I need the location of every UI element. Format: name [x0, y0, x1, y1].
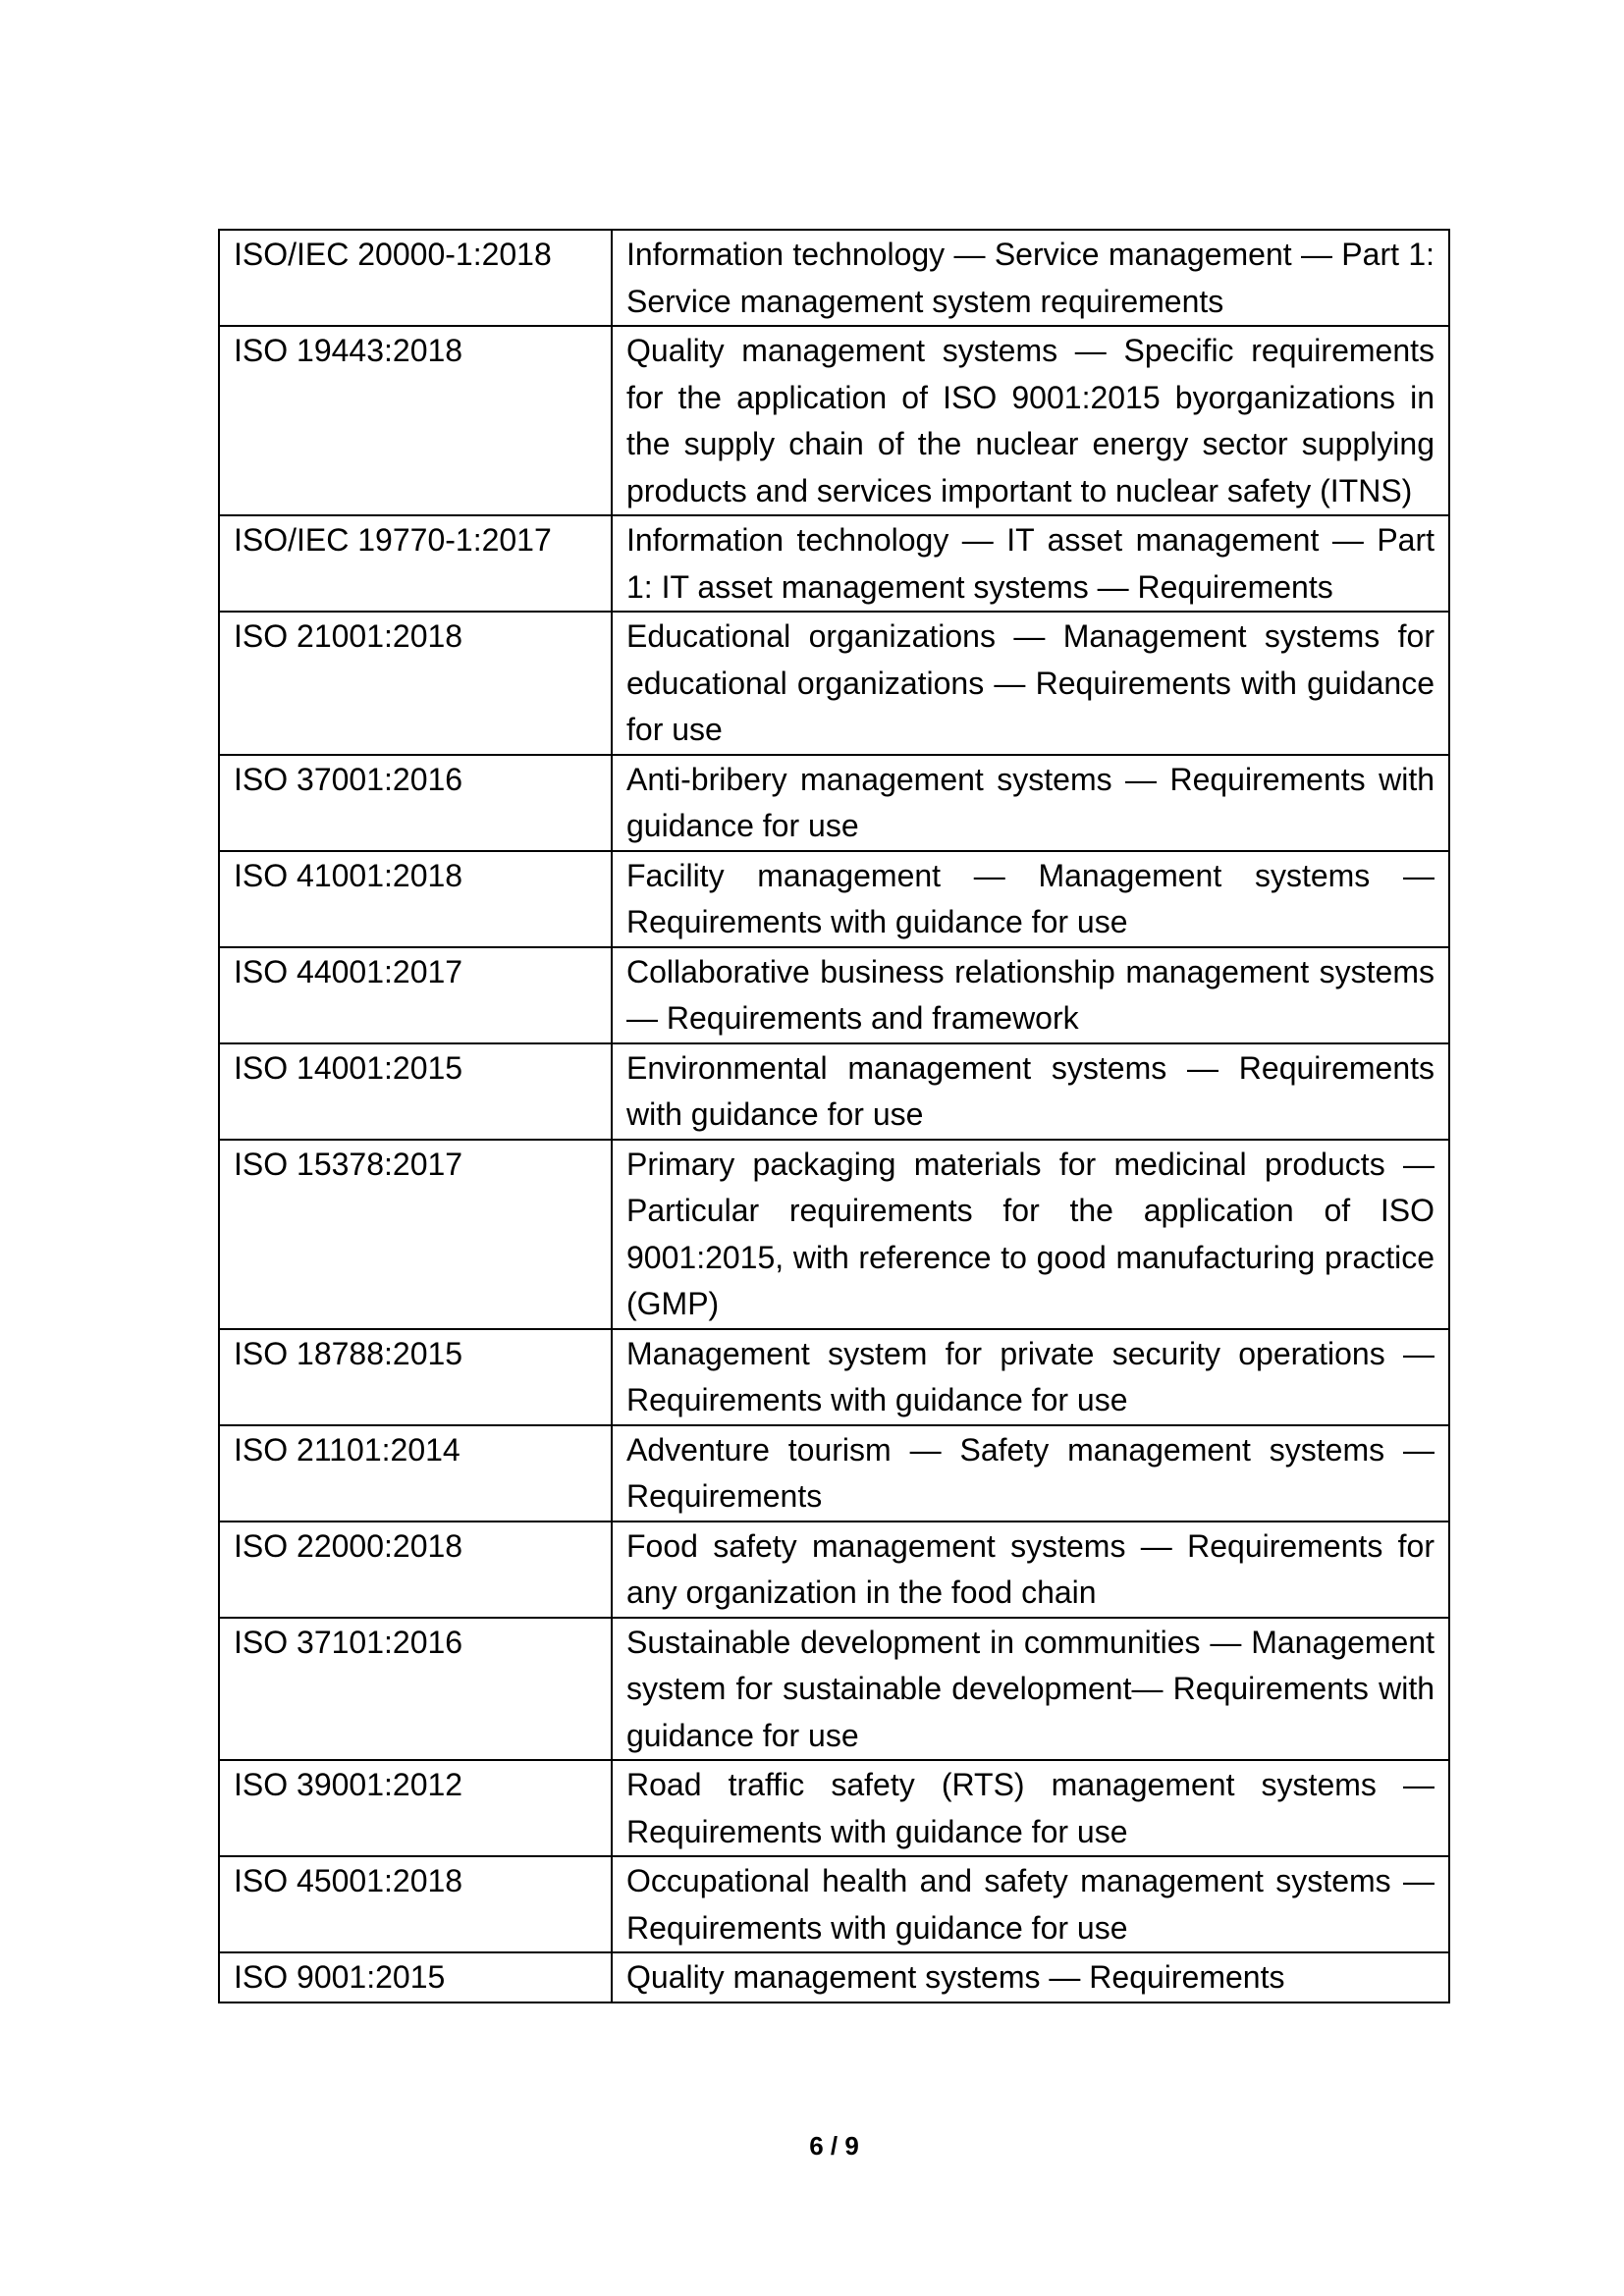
- standard-description: Quality management systems — Specific requirements for the application of ISO 9001:2015 byorganizations in the supply chain of the nuclear energy sector supplying products and services important to nuclear safety (ITNS): [612, 326, 1449, 515]
- standard-description: Road traffic safety (RTS) management systems — Requirements with guidance for use: [612, 1760, 1449, 1856]
- standard-code: ISO 44001:2017: [219, 947, 612, 1043]
- standard-code: ISO 18788:2015: [219, 1329, 612, 1425]
- standard-code: ISO 21101:2014: [219, 1425, 612, 1522]
- standard-code: ISO 45001:2018: [219, 1856, 612, 1952]
- standard-code: ISO 14001:2015: [219, 1043, 612, 1140]
- table-row: [219, 1952, 1449, 2002]
- table-row: [219, 326, 1449, 515]
- table-row: [219, 1618, 1449, 1761]
- standard-code: ISO 21001:2018: [219, 612, 612, 755]
- standard-description: Adventure tourism — Safety management systems — Requirements: [612, 1425, 1449, 1522]
- standard-description: Primary packaging materials for medicinal products — Particular requirements for the application of ISO 9001:2015, with reference to good manufacturing practice (GMP): [612, 1140, 1449, 1329]
- standard-description: Facility management — Management systems — Requirements with guidance for use: [612, 851, 1449, 947]
- table-row: [219, 1140, 1449, 1329]
- standard-description: Anti-bribery management systems — Requirements with guidance for use: [612, 755, 1449, 851]
- standard-code: ISO 9001:2015: [219, 1952, 612, 2002]
- standard-code: ISO/IEC 19770-1:2017: [219, 515, 612, 612]
- standard-code: ISO 19443:2018: [219, 326, 612, 515]
- standard-description: Information technology — IT asset management — Part 1: IT asset management systems — Requirements: [612, 515, 1449, 612]
- table-row: [219, 1856, 1449, 1952]
- standard-description: Occupational health and safety management systems — Requirements with guidance for use: [612, 1856, 1449, 1952]
- standard-code: ISO 39001:2012: [219, 1760, 612, 1856]
- standard-description: Sustainable development in communities — Management system for sustainable development— Requirements with guidance for use: [612, 1618, 1449, 1761]
- table-row: [219, 851, 1449, 947]
- standard-description: Educational organizations — Management systems for educational organizations — Requirements with guidance for use: [612, 612, 1449, 755]
- page-number: 6 / 9: [809, 2131, 859, 2161]
- standard-description: Food safety management systems — Requirements for any organization in the food chain: [612, 1522, 1449, 1618]
- table-row: [219, 1522, 1449, 1618]
- standard-code: ISO 41001:2018: [219, 851, 612, 947]
- standard-code: ISO 22000:2018: [219, 1522, 612, 1618]
- table-row: [219, 1425, 1449, 1522]
- table-row: [219, 230, 1449, 326]
- standard-code: ISO/IEC 20000-1:2018: [219, 230, 612, 326]
- table-row: [219, 755, 1449, 851]
- standards-table: [218, 229, 1450, 2003]
- table-row: [219, 1760, 1449, 1856]
- table-row: [219, 612, 1449, 755]
- standard-description: Quality management systems — Requirements: [612, 1952, 1449, 2002]
- table-row: [219, 1329, 1449, 1425]
- standard-code: ISO 15378:2017: [219, 1140, 612, 1329]
- table-row: [219, 947, 1449, 1043]
- table-row: [219, 515, 1449, 612]
- standard-description: Information technology — Service management — Part 1: Service management system requirements: [612, 230, 1449, 326]
- standard-description: Collaborative business relationship management systems — Requirements and framework: [612, 947, 1449, 1043]
- standard-description: Environmental management systems — Requirements with guidance for use: [612, 1043, 1449, 1140]
- table-row: [219, 1043, 1449, 1140]
- standard-description: Management system for private security operations — Requirements with guidance for use: [612, 1329, 1449, 1425]
- standard-code: ISO 37101:2016: [219, 1618, 612, 1761]
- standard-code: ISO 37001:2016: [219, 755, 612, 851]
